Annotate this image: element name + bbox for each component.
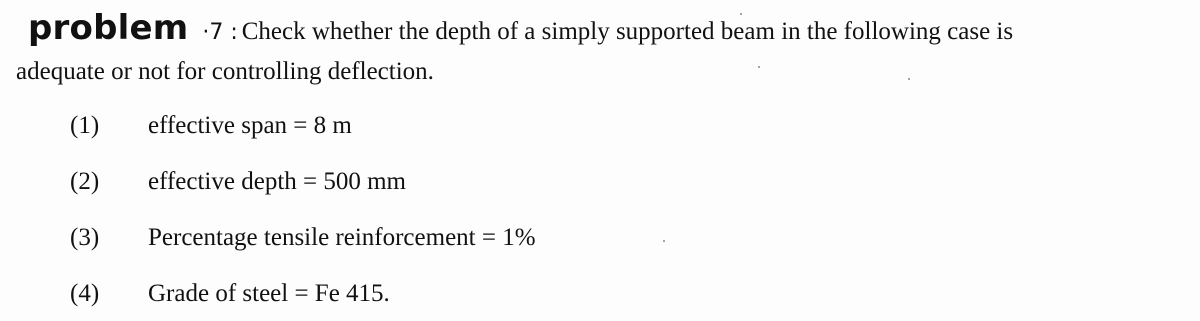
list-item — [70, 280, 390, 308]
list-item — [70, 168, 406, 196]
problem-statement-continuation: adequate or not for controlling deflection. — [16, 58, 434, 85]
item-number: (2) — [70, 168, 100, 195]
scan-speck — [663, 240, 665, 242]
problem-statement: Check whether the depth of a simply supported beam in the following case is — [241, 18, 1014, 45]
list-item — [70, 224, 536, 252]
list-item — [70, 112, 352, 140]
item-number: (4) — [70, 280, 100, 307]
item-text: effective depth = 500 mm — [148, 168, 407, 195]
scan-speck — [908, 78, 910, 80]
item-number: (3) — [70, 224, 100, 251]
problem-heading-line — [28, 8, 1013, 48]
item-number: (1) — [70, 112, 100, 139]
item-text: effective span = 8 m — [148, 112, 352, 139]
scan-speck — [758, 66, 760, 68]
problem-number: ·7 : — [202, 20, 238, 45]
item-text: Percentage tensile reinforcement = 1% — [148, 224, 536, 251]
scan-speck — [740, 13, 742, 15]
problem-label: problem — [28, 8, 189, 48]
item-text: Grade of steel = Fe 415. — [148, 280, 390, 307]
